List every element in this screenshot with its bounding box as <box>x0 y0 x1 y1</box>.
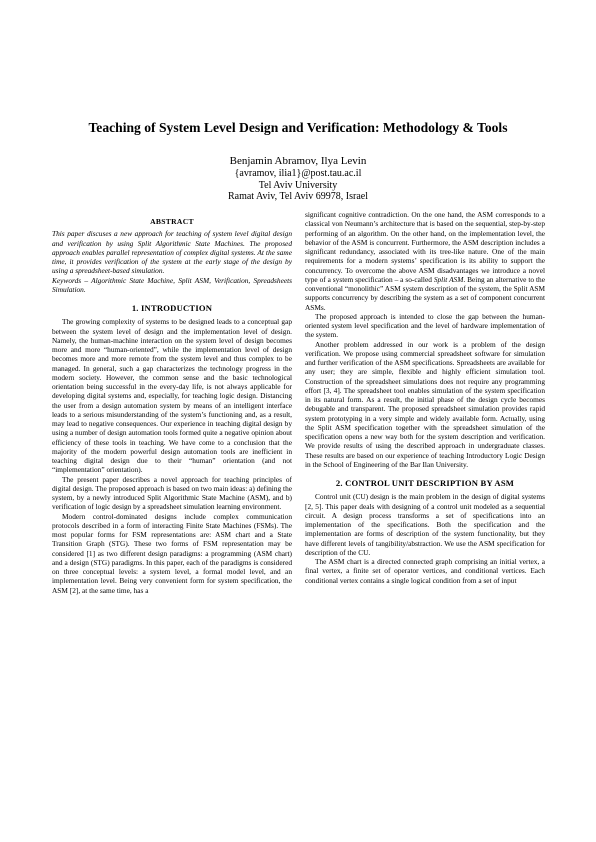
keywords: Keywords – Algorithmic State Machine, Split ASM, Verification, Spreadsheets Simulation. <box>52 275 292 294</box>
cu-paragraph-2: The ASM chart is a directed connected graph comprising an initial vertex, a final vertex, a finite set of operator vertices, and conditional vertices. Each conditional vertex contains a single logical condition from a set of input <box>305 557 545 585</box>
split-asm-term: Split ASM <box>433 274 464 284</box>
intro-paragraph-1: The growing complexity of systems to be designed leads to a conceptual gap between the system level of design and the implementation level of design. Namely, the human-machine interaction on the system level of design becomes more and more “human-oriented”, while the implementation level of design becomes more and more remote from the system level and thus complex to be managed. In general, such a gap characterizes the technology progress in the modern society. However, the common sense and the basic technological orientation being successful in the every-day life, is not always applicable for developing digital systems and, especially, for teaching logic design. Distancing the user from a design automation system by means of an intelligent interface leads to a serious misunderstanding of the system’s functioning and, as a result, may lead to negative consequences. Our experience in teaching digital design by using a number of design automation tools formed quite a negative opinion about efficiency of these tools in teaching. We have come to a conclusion that the majority of the modern powerful design automation tools are inefficient in teaching digital design due to their “human” orientation (and not “implementation” orientation). <box>52 317 292 475</box>
author-address: Ramat Aviv, Tel Aviv 69978, Israel <box>227 191 369 203</box>
author-block <box>60 155 536 203</box>
intro-continued-text-b: . Being an alternative to the conventional “monolithic” ASM system description of the system, the Split ASM supports concurrency by describing the system as a set of component concurrent ASMs. <box>305 274 545 312</box>
intro-paragraph-2: The present paper describes a novel approach for teaching principles of digital design. The proposed approach is based on two main ideas: a) defining the system, by a newly introduced Split Algorithmic State Machine (ASM), and b) verification of logic design by a spreadsheet simulation learning environment. <box>52 474 292 512</box>
author-affiliation: Tel Aviv University <box>258 179 338 191</box>
intro-paragraph-gap: The proposed approach is intended to close the gap between the human-oriented system level specification and the level of hardware implementation of the system. <box>305 311 545 340</box>
paper-title: Teaching of System Level Design and Verification: Methodology & Tools <box>88 120 508 135</box>
abstract-text: This paper discuses a new approach for teaching of system level digital design and verification by using Split Algorithmic State Machines. The proposed approach enables parallel representation of complex digital systems. At the same time, it provides verification of the system at the early stage of the design by using a spreadsheet-based simulation. <box>52 229 292 276</box>
intro-paragraph-verification: Another problem addressed in our work is a problem of the design verification. We propose using commercial spreadsheet software for simulation and further verification of the ASM specifications. Spreadsheets are available for any user; they are simple, flexible and highly efficient simulation tool. Construction of the spreadsheet simulations does not require any programming effort [3, 4]. The spreadsheet tool enables simulation of the system specification in its natural form. As a result, the initial phase of the design cycle becomes debugable and transparent. The proposed spreadsheet simulation provides rapid system prototyping in a very simple and widely available form. Actually, using the Split ASM specification together with the spreadsheet simulation of the specification opens a new way both for the system description and verification. We provide results of using the described approach in undergraduate classes. These results are based on our experience of teaching Introductory Logic Design in the School of Engineering of the Bar Ilan University. <box>305 339 545 469</box>
introduction-heading: 1. INTRODUCTION <box>131 303 213 313</box>
abstract-heading: ABSTRACT <box>150 217 194 226</box>
author-email: {avramov, ilia1}@post.tau.ac.il <box>234 168 362 179</box>
right-column <box>305 210 545 585</box>
author-names: Benjamin Abramov, Ilya Levin <box>229 155 367 167</box>
left-column <box>52 212 292 595</box>
intro-continued-paragraph <box>305 210 545 312</box>
intro-paragraph-3: Modern control-dominated designs include complex communication protocols described in a form of interacting Finite State Machines (FSMs). The most popular forms for FSM representations are: ASM chart and a State Transition Graph (STG). These two forms of FSM representation may be considered [1] as two different design paradigms: a programming (ASM chart) and a design (STG) paradigms. In this paper, each of the paradigms is considered on three conceptual levels: a system level, a formal model level, and an implementation level. Being very convenient form for system specification, the ASM [2], at the same time, has a <box>52 511 292 595</box>
intro-continued-text-a: significant cognitive contradiction. On the one hand, the ASM corresponds to a classical von Neumann’s architecture that is based on the sequential, step-by-step performing of an algorithm. On the other hand, on the implementation level, the behavior of the ASM is concurrent. Furthermore, the ASM description includes a significant redundancy, associated with its tree-like nature. One of the main requirements for a modern systems’ specification is its ability to support the concurrency. To overcome the above ASM disadvantages we introduce a novel type of a system specification – a so-called <box>305 210 545 284</box>
cu-paragraph-1: Control unit (CU) design is the main problem in the design of digital systems [2, 5]. This paper deals with designing of a control unit modeled as a sequential circuit. A design process transforms a set of specifications into an implementation of the specifications. Both the specification and the implementation are forms of description of the system functionality, but they have different levels of tangibility/abstraction. We use the ASM specification for description of the CU. <box>305 492 545 557</box>
control-unit-heading: 2. CONTROL UNIT DESCRIPTION BY ASM <box>335 478 515 488</box>
